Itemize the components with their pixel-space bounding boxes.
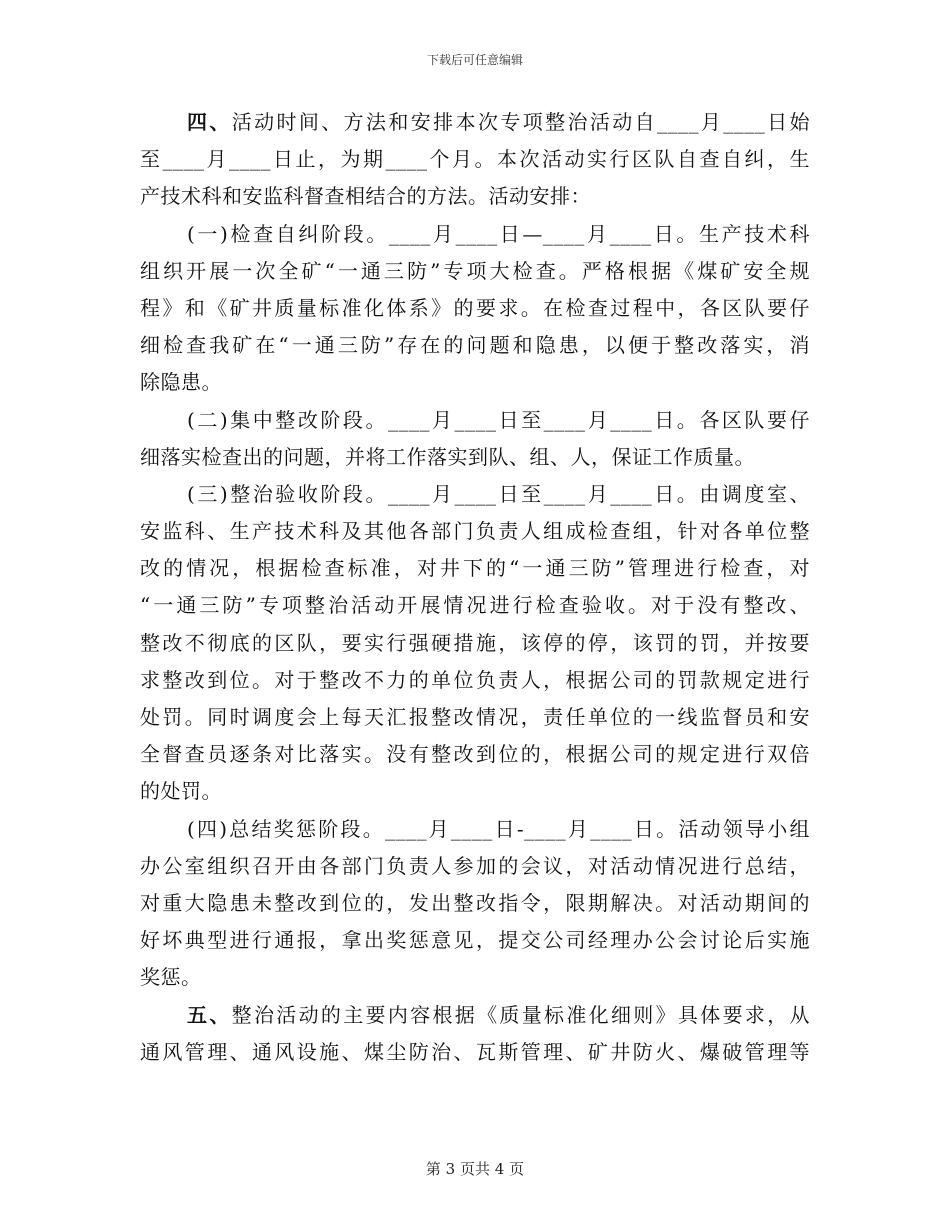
text-line [140,587,810,624]
text-line [140,885,810,922]
text-line [140,216,810,253]
line-text: 细落实检查出的问题，并将工作落实到队、组、人，保证工作质量。 [140,444,755,469]
text-line [140,476,810,513]
paragraph [140,811,810,997]
line-text: (三)整治验收阶段。____月____日至____月____日。由调度室、 [187,481,810,506]
line-text: (二)集中整改阶段。____月____日至____月____日。各区队要仔 [187,407,810,432]
line-text: 整改不彻底的区队，要实行强硬措施，该停的停，该罚的罚，并按要 [140,630,810,655]
paragraph [140,104,810,216]
page-header: 下载后可任意编辑 [426,53,523,67]
line-text: 办公室组织召开由各部门负责人参加的会议，对活动情况进行总结， [140,853,810,878]
line-text: 组织开展一次全矿“一通三防”专项大检查。严格根据《煤矿安全规 [140,258,810,283]
line-text: 全督查员逐条对比落实。没有整改到位的，根据公司的规定进行双倍 [140,742,810,767]
line-text: 细检查我矿在“一通三防”存在的问题和隐患，以便于整改落实，消 [140,333,810,358]
text-line [140,253,810,290]
section-number: 五、 [187,1002,232,1027]
line-text: 整治活动的主要内容根据《质量标准化细则》具体要求，从 [231,1002,811,1027]
line-text: 处罚。同时调度会上每天汇报整改情况，责任单位的一线监督员和安 [140,705,810,729]
section-number: 四、 [187,110,232,134]
text-line [140,141,810,178]
text-line [140,513,810,550]
line-text: 对重大隐患未整改到位的，发出整改指令，限期解决。对活动期间的 [140,890,810,915]
text-line [140,959,810,996]
text-line [140,997,810,1034]
text-line [140,402,810,439]
text-line [140,1034,810,1071]
text-line [140,848,810,885]
paragraph [140,402,810,476]
document-body [140,104,810,1071]
text-line [140,773,810,810]
line-text: (一)检查自纠阶段。____月____日—____月____日。生产技术科 [187,221,810,246]
text-line [140,550,810,587]
line-text: 产技术科和安监科督查相结合的方法。活动安排： [140,184,591,209]
paragraph [140,216,810,402]
line-text: 求整改到位。对于整改不力的单位负责人，根据公司的罚款规定进行 [140,667,810,692]
text-line [140,662,810,699]
page-footer: 第 3 页共 4 页 [425,1160,525,1178]
text-line [140,699,810,736]
text-line [140,178,810,215]
line-text: 安监科、生产技术科及其他各部门负责人组成检查组，针对各单位整 [140,519,810,544]
text-line [140,439,810,476]
text-line [140,364,810,401]
text-line [140,736,810,773]
text-line [140,922,810,959]
paragraph [140,997,810,1071]
line-text: 好坏典型进行通报，拿出奖惩意见，提交公司经理办公会讨论后实施 [140,928,810,953]
text-line [140,811,810,848]
text-line [140,625,810,662]
line-text: 至____月____日止，为期____个月。本次活动实行区队自查自纠，生 [140,147,810,172]
line-text: 改的情况，根据检查标准，对井下的“一通三防”管理进行检查，对 [140,556,810,581]
line-text: 活动时间、方法和安排本次专项整治活动自____月____日始 [231,110,811,134]
line-text: 的处罚。 [140,779,222,804]
line-text: 奖惩。 [140,965,202,990]
line-text: (四)总结奖惩阶段。____月____日-____月____日。活动领导小组 [187,816,810,841]
text-line [140,104,810,141]
line-text: 程》和《矿井质量标准化体系》的要求。在检查过程中，各区队要仔 [140,295,810,320]
line-text: “一通三防”专项整治活动开展情况进行检查验收。对于没有整改、 [140,593,810,618]
paragraph [140,476,810,811]
line-text: 通风管理、通风设施、煤尘防治、瓦斯管理、矿井防火、爆破管理等 [140,1039,810,1064]
line-text: 除隐患。 [140,370,222,395]
text-line [140,290,810,327]
text-line [140,327,810,364]
